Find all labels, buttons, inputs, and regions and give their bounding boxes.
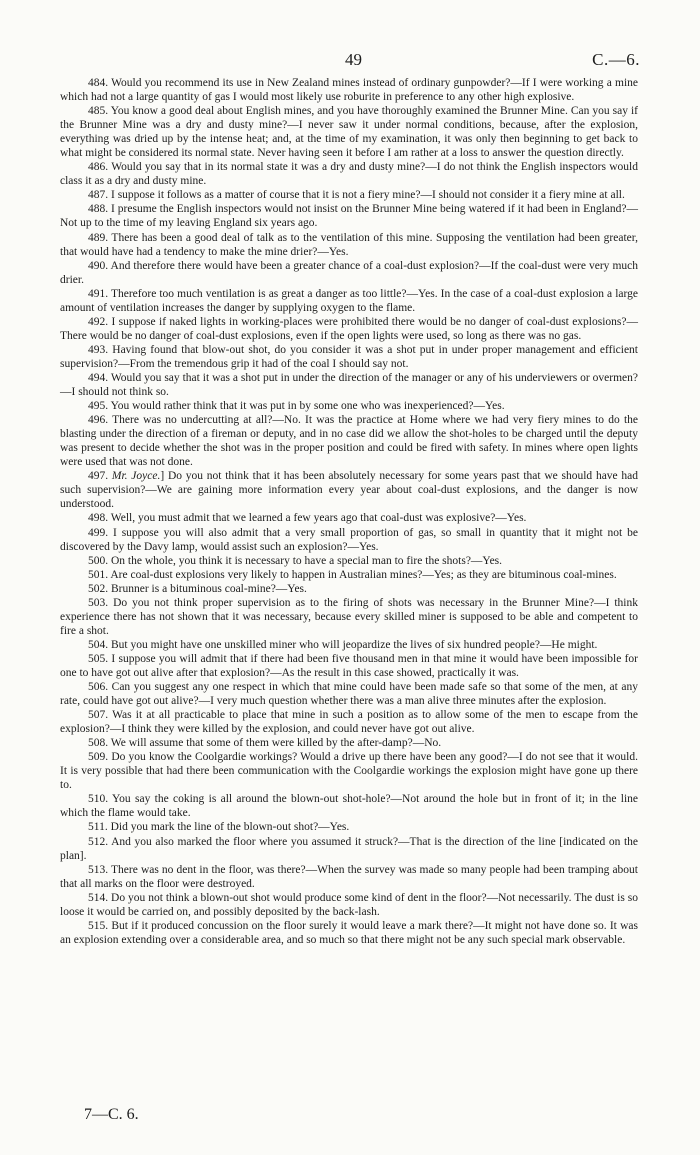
testimony-paragraph bbox=[60, 469, 638, 511]
sheet-signature: 7—C. 6. bbox=[84, 1106, 139, 1123]
testimony-paragraph: 500. On the whole, you think it is necessary to have a special man to fire the shots?—Yes. bbox=[88, 554, 503, 567]
testimony-paragraph: 499. I suppose you will also admit that a very small proportion of gas, so small in quantity that it might not be discovered by the Davy lamp, would assist such an explosion?—Yes. bbox=[60, 526, 638, 553]
testimony-paragraph: 509. Do you know the Coolgardie workings? Would a drive up there have been any good?—I do not see that it would. It is very possible that had there been communication with the Coolgardie workings the explosion might have gone up there to. bbox=[60, 751, 638, 792]
testimony-body bbox=[60, 76, 638, 947]
testimony-paragraph: 506. Can you suggest any one respect in which that mine could have been made safe so that some of the men, at any rate, could have got out alive?—I very much question whether there was a man alive three minutes after the explosion. bbox=[60, 681, 638, 708]
testimony-paragraph: 496. There was no undercutting at all?—No. It was the practice at Home where we had very fiery mines to do the blasting under the direction of a fireman or deputy, and in no case did we allow the shot-holes to be charged until the deputy was present to decide whether the shot was in the proper position and could be fired with safety. In mines where open lights were used that was not done. bbox=[60, 414, 638, 469]
page-number: 49 bbox=[345, 50, 362, 69]
paragraph-text: ] Do you not think that it has been absolutely necessary for some years past that we should have had such supervision?—We are gaining more information every year about coal-dust explosions, and the danger is now understood. bbox=[60, 470, 639, 511]
testimony-paragraph: 498. Well, you must admit that we learned a few years ago that coal-dust was explosive?—Yes. bbox=[88, 512, 527, 525]
testimony-paragraph: 510. You say the coking is all around the blown-out shot-hole?—Not around the hole but in front of it; in the line which the flame would take. bbox=[60, 793, 638, 820]
document-code: C.—6. bbox=[592, 50, 640, 69]
testimony-paragraph: 503. Do you not think proper supervision as to the firing of shots was necessary in the Brunner Mine?—I think experience there has not shown that it was necessary, because every skilled miner is supposed to be able and competent to fire a shot. bbox=[60, 596, 638, 637]
page-header bbox=[60, 50, 640, 70]
testimony-paragraph: 495. You would rather think that it was put in by some one who was inexperienced?—Yes. bbox=[88, 400, 505, 413]
testimony-paragraph: 489. There has been a good deal of talk as to the ventilation of this mine. Supposing the ventilation had been greater, that would have had a tendency to make the mine drier?—Yes. bbox=[60, 231, 638, 258]
testimony-paragraph: 485. You know a good deal about English mines, and you have thoroughly examined the Brunner Mine. Can you say if the Brunner Mine was a dry and dusty mine?—I never saw it under normal conditions, because, after the explosion, everything was dried up by the intense heat; and, at the time of my examination, it was only then beginning to get back to what might be considered its normal state. Never having seen it before I am rather at a loss to answer the question directly. bbox=[60, 105, 638, 160]
testimony-paragraph: 502. Brunner is a bituminous coal-mine?—Yes. bbox=[88, 582, 307, 595]
testimony-paragraph: 512. And you also marked the floor where you assumed it struck?—That is the direction of the line [indicated on the plan]. bbox=[60, 835, 638, 862]
testimony-paragraph: 508. We will assume that some of them were killed by the after-damp?—No. bbox=[88, 737, 442, 750]
testimony-paragraph: 515. But if it produced concussion on the floor surely it would leave a mark there?—It might not have done so. It was an explosion extending over a considerable area, and so much so that there might not be any such special mark observable. bbox=[60, 919, 638, 946]
testimony-paragraph: 486. Would you say that in its normal state it was a dry and dusty mine?—I do not think the English inspectors would class it as a dry and dusty mine. bbox=[60, 161, 638, 188]
testimony-paragraph: 501. Are coal-dust explosions very likely to happen in Australian mines?—Yes; as they are bituminous coal-mines. bbox=[88, 568, 617, 581]
testimony-paragraph: 494. Would you say that it was a shot put in under the direction of the manager or any of his underviewers or overmen?—I should not think so. bbox=[60, 371, 638, 399]
testimony-paragraph: 513. There was no dent in the floor, was there?—When the survey was made so many people had been tramping about that all marks on the floor were destroyed. bbox=[60, 863, 638, 890]
testimony-paragraph: 507. Was it at all practicable to place that mine in such a position as to allow some of the men to escape from the explosion?—I think they were killed by the explosion, and could never have got out alive. bbox=[60, 709, 638, 736]
testimony-paragraph: 488. I presume the English inspectors would not insist on the Brunner Mine being watered if it had been in England?—Not up to the time of my leaving England six years ago. bbox=[60, 203, 638, 230]
testimony-paragraph: 511. Did you mark the line of the blown-out shot?—Yes. bbox=[88, 821, 350, 834]
testimony-paragraph: 504. But you might have one unskilled miner who will jeopardize the lives of six hundred people?—He might. bbox=[88, 638, 598, 651]
testimony-paragraph: 487. I suppose it follows as a matter of course that it is not a fiery mine?—I should not consider it a fiery mine at all. bbox=[88, 189, 625, 202]
speaker-name: Mr. Joyce. bbox=[111, 470, 161, 483]
testimony-paragraph: 484. Would you recommend its use in New Zealand mines instead of ordinary gunpowder?—If I were working a mine which had not a large quantity of gas I would most likely use roburite in preference to any other high explosive. bbox=[60, 77, 638, 104]
question-number: 497. bbox=[88, 470, 112, 483]
testimony-paragraph: 491. Therefore too much ventilation is as great a danger as too little?—Yes. In the case of a coal-dust explosion a large amount of ventilation increases the danger by supplying oxygen to the flame. bbox=[60, 287, 638, 314]
testimony-paragraph: 514. Do you not think a blown-out shot would produce some kind of dent in the floor?—Not necessarily. The dust is so loose it would be carried on, and possibly deposited by the back-lash. bbox=[60, 891, 638, 918]
testimony-paragraph: 493. Having found that blow-out shot, do you consider it was a shot put in under proper management and efficient supervision?—From the tremendous grip it had of the coal I should say not. bbox=[60, 343, 638, 370]
testimony-paragraph: 492. I suppose if naked lights in working-places were prohibited there would be no danger of coal-dust explosions?—There would be no danger of coal-dust explosions, even if the open lights were used, so long as there was no gas. bbox=[60, 315, 638, 342]
testimony-paragraph: 505. I suppose you will admit that if there had been five thousand men in that mine it would have been impossible for one to have got out alive after that explosion?—As the result in this case showed, practically it was. bbox=[60, 652, 638, 679]
testimony-paragraph: 490. And therefore there would have been a greater chance of a coal-dust explosion?—If the coal-dust were very much drier. bbox=[60, 259, 638, 286]
